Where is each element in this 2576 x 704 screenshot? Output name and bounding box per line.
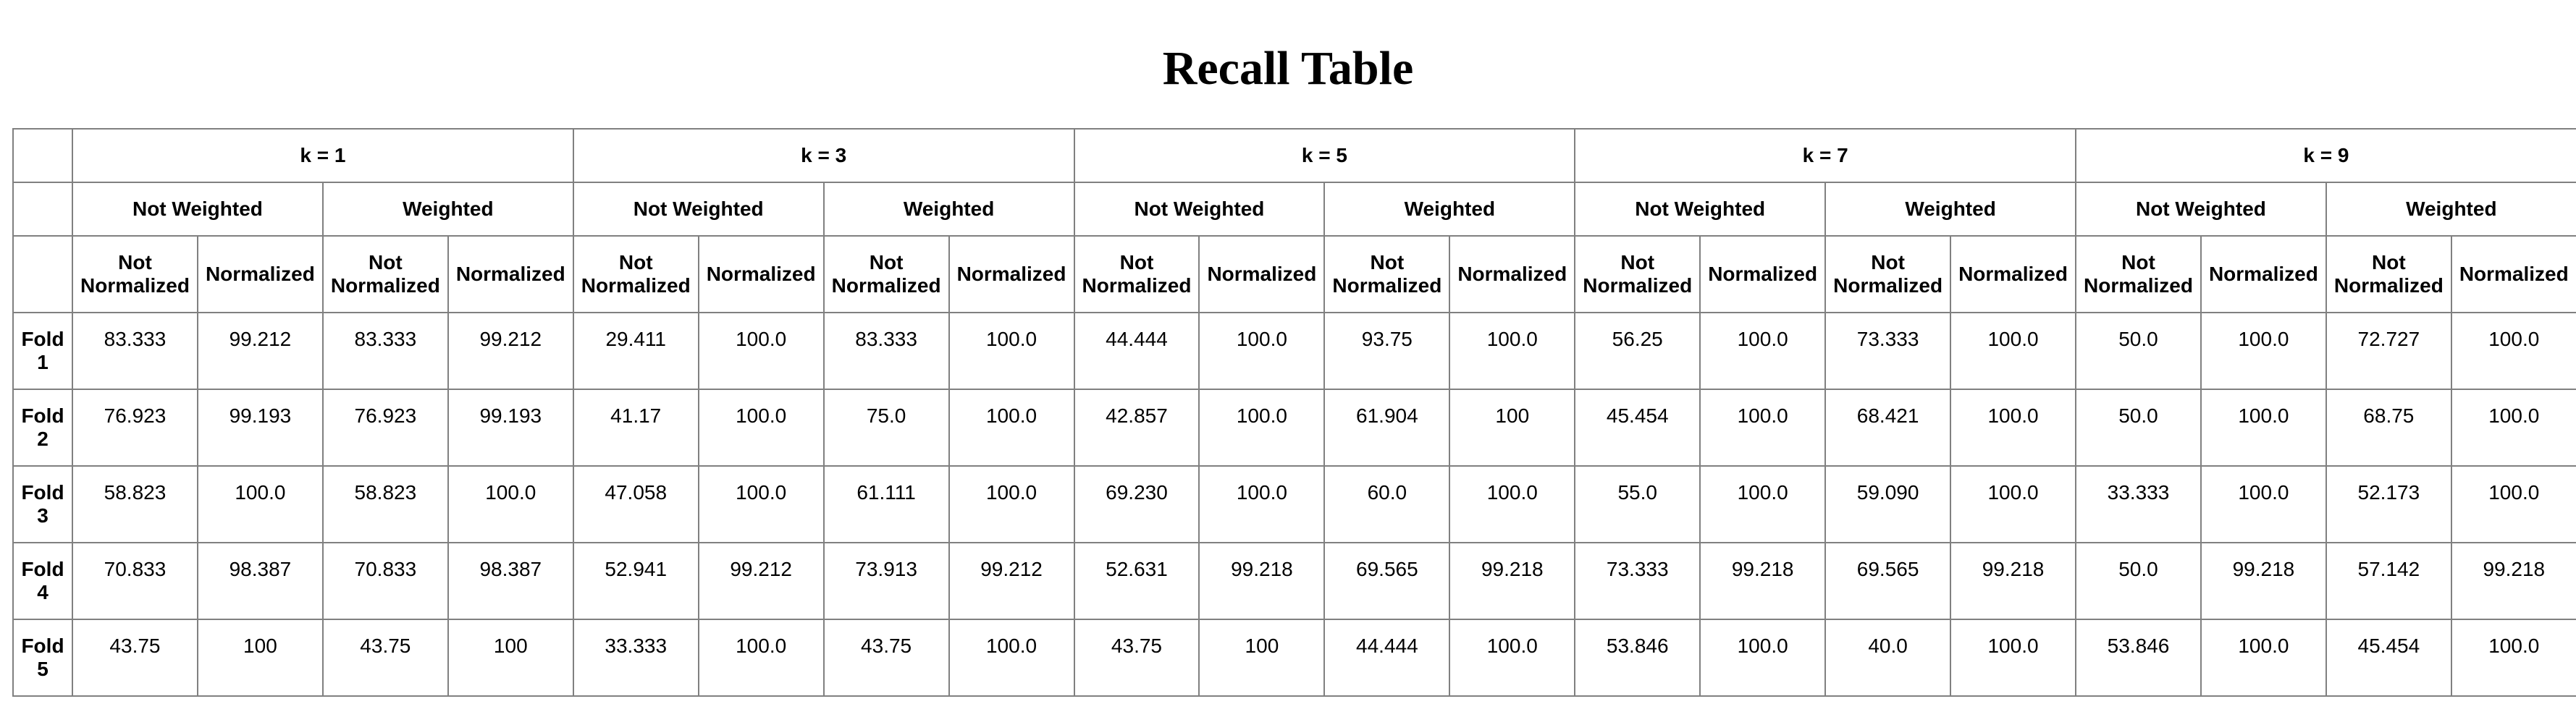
normalization-header: Normalized [2201,236,2326,313]
recall-value-cell: 50.0 [2076,389,2201,466]
normalization-header: Not Normalized [824,236,949,313]
normalization-header: Not Normalized [573,236,699,313]
recall-value-cell: 100.0 [2201,619,2326,696]
corner-cell [13,182,72,236]
recall-value-cell: 73.913 [824,543,949,619]
recall-value-cell: 100.0 [1700,389,1825,466]
k-header: k = 9 [2076,129,2576,182]
recall-value-cell: 33.333 [2076,466,2201,543]
weight-header: Weighted [1324,182,1575,236]
recall-value-cell: 68.75 [2326,389,2451,466]
recall-value-cell: 100.0 [1700,466,1825,543]
recall-value-cell: 100.0 [699,619,824,696]
recall-value-cell: 60.0 [1324,466,1449,543]
recall-value-cell: 45.454 [2326,619,2451,696]
recall-value-cell: 52.631 [1074,543,1200,619]
recall-value-cell: 83.333 [824,313,949,389]
recall-value-cell: 61.904 [1324,389,1449,466]
weight-header: Not Weighted [1074,182,1325,236]
recall-value-cell: 43.75 [323,619,448,696]
recall-value-cell: 100 [1449,389,1575,466]
recall-value-cell: 98.387 [448,543,573,619]
recall-value-cell: 72.727 [2326,313,2451,389]
k-header: k = 1 [72,129,573,182]
weight-header: Not Weighted [72,182,323,236]
weight-header: Not Weighted [573,182,824,236]
normalization-header: Not Normalized [72,236,198,313]
normalization-header: Not Normalized [1324,236,1449,313]
recall-value-cell: 58.823 [72,466,198,543]
recall-value-cell: 98.387 [198,543,323,619]
recall-value-cell: 100.0 [949,619,1074,696]
k-header: k = 5 [1074,129,1575,182]
recall-value-cell: 99.218 [1199,543,1324,619]
recall-value-cell: 70.833 [323,543,448,619]
recall-value-cell: 100 [198,619,323,696]
recall-value-cell: 73.333 [1825,313,1950,389]
recall-value-cell: 99.212 [448,313,573,389]
recall-value-cell: 44.444 [1324,619,1449,696]
recall-value-cell: 41.17 [573,389,699,466]
k-header: k = 3 [573,129,1074,182]
normalization-header: Normalized [1449,236,1575,313]
recall-value-cell: 100.0 [2201,466,2326,543]
recall-value-cell: 100.0 [1950,466,2076,543]
recall-value-cell: 83.333 [323,313,448,389]
recall-value-cell: 99.218 [1700,543,1825,619]
weight-header: Weighted [323,182,573,236]
recall-value-cell: 100 [448,619,573,696]
recall-value-cell: 61.111 [824,466,949,543]
recall-value-cell: 100.0 [2451,466,2576,543]
recall-value-cell: 100.0 [448,466,573,543]
fold-label: Fold 2 [13,389,72,466]
recall-value-cell: 99.218 [2451,543,2576,619]
table-body [13,313,2576,696]
table-row [13,466,2576,543]
normalization-header: Normalized [949,236,1074,313]
recall-value-cell: 100.0 [1199,466,1324,543]
recall-value-cell: 58.823 [323,466,448,543]
normalization-header-row [13,236,2576,313]
recall-value-cell: 55.0 [1575,466,1700,543]
fold-label: Fold 1 [13,313,72,389]
recall-value-cell: 76.923 [72,389,198,466]
fold-label: Fold 4 [13,543,72,619]
weight-header: Weighted [824,182,1074,236]
recall-value-cell: 100 [1199,619,1324,696]
recall-value-cell: 100.0 [1199,389,1324,466]
recall-value-cell: 70.833 [72,543,198,619]
recall-value-cell: 99.193 [198,389,323,466]
recall-value-cell: 100.0 [2201,389,2326,466]
recall-value-cell: 56.25 [1575,313,1700,389]
recall-value-cell: 33.333 [573,619,699,696]
recall-value-cell: 69.565 [1825,543,1950,619]
recall-value-cell: 57.142 [2326,543,2451,619]
recall-value-cell: 100.0 [1700,619,1825,696]
recall-value-cell: 100.0 [699,313,824,389]
normalization-header: Not Normalized [2076,236,2201,313]
normalization-header: Not Normalized [1074,236,1200,313]
recall-value-cell: 93.75 [1324,313,1449,389]
recall-value-cell: 99.218 [1950,543,2076,619]
recall-value-cell: 100.0 [699,389,824,466]
normalization-header: Normalized [448,236,573,313]
recall-value-cell: 100.0 [2451,313,2576,389]
recall-value-cell: 99.212 [699,543,824,619]
k-header-row [13,129,2576,182]
weight-header: Weighted [1825,182,2076,236]
recall-value-cell: 59.090 [1825,466,1950,543]
recall-value-cell: 100.0 [949,466,1074,543]
recall-value-cell: 100.0 [1449,313,1575,389]
recall-value-cell: 100.0 [1950,619,2076,696]
normalization-header: Normalized [699,236,824,313]
recall-value-cell: 53.846 [2076,619,2201,696]
recall-value-cell: 43.75 [72,619,198,696]
corner-cell [13,236,72,313]
recall-value-cell: 100.0 [2451,619,2576,696]
table-row [13,543,2576,619]
normalization-header: Normalized [198,236,323,313]
k-header: k = 7 [1575,129,2076,182]
fold-label: Fold 5 [13,619,72,696]
recall-value-cell: 100.0 [1449,466,1575,543]
recall-value-cell: 43.75 [824,619,949,696]
recall-value-cell: 44.444 [1074,313,1200,389]
normalization-header: Normalized [1950,236,2076,313]
weight-header: Not Weighted [2076,182,2326,236]
recall-value-cell: 99.212 [949,543,1074,619]
recall-value-cell: 99.218 [1449,543,1575,619]
recall-value-cell: 100.0 [2451,389,2576,466]
recall-value-cell: 40.0 [1825,619,1950,696]
table-row [13,313,2576,389]
recall-value-cell: 52.173 [2326,466,2451,543]
table-row [13,389,2576,466]
recall-value-cell: 43.75 [1074,619,1200,696]
corner-cell [13,129,72,182]
recall-value-cell: 69.230 [1074,466,1200,543]
recall-value-cell: 29.411 [573,313,699,389]
recall-value-cell: 42.857 [1074,389,1200,466]
recall-value-cell: 69.565 [1324,543,1449,619]
weight-header-row [13,182,2576,236]
normalization-header: Normalized [2451,236,2576,313]
recall-value-cell: 100.0 [699,466,824,543]
table-row [13,619,2576,696]
normalization-header: Normalized [1199,236,1324,313]
fold-label: Fold 3 [13,466,72,543]
recall-value-cell: 100.0 [949,313,1074,389]
recall-value-cell: 52.941 [573,543,699,619]
recall-value-cell: 73.333 [1575,543,1700,619]
recall-value-cell: 100.0 [2201,313,2326,389]
weight-header: Weighted [2326,182,2576,236]
recall-value-cell: 99.218 [2201,543,2326,619]
recall-value-cell: 100.0 [1950,313,2076,389]
recall-value-cell: 99.212 [198,313,323,389]
normalization-header: Not Normalized [1825,236,1950,313]
recall-value-cell: 45.454 [1575,389,1700,466]
normalization-header: Not Normalized [323,236,448,313]
recall-value-cell: 100.0 [949,389,1074,466]
recall-value-cell: 53.846 [1575,619,1700,696]
recall-value-cell: 50.0 [2076,543,2201,619]
recall-value-cell: 100.0 [1199,313,1324,389]
normalization-header: Not Normalized [1575,236,1700,313]
recall-value-cell: 100.0 [1700,313,1825,389]
recall-value-cell: 100.0 [198,466,323,543]
normalization-header: Normalized [1700,236,1825,313]
recall-table [12,128,2576,697]
table-title: Recall Table [1162,42,1414,95]
recall-value-cell: 100.0 [1449,619,1575,696]
recall-value-cell: 83.333 [72,313,198,389]
recall-value-cell: 68.421 [1825,389,1950,466]
recall-value-cell: 47.058 [573,466,699,543]
recall-value-cell: 100.0 [1950,389,2076,466]
weight-header: Not Weighted [1575,182,1825,236]
recall-value-cell: 75.0 [824,389,949,466]
recall-value-cell: 50.0 [2076,313,2201,389]
recall-value-cell: 99.193 [448,389,573,466]
normalization-header: Not Normalized [2326,236,2451,313]
recall-value-cell: 76.923 [323,389,448,466]
